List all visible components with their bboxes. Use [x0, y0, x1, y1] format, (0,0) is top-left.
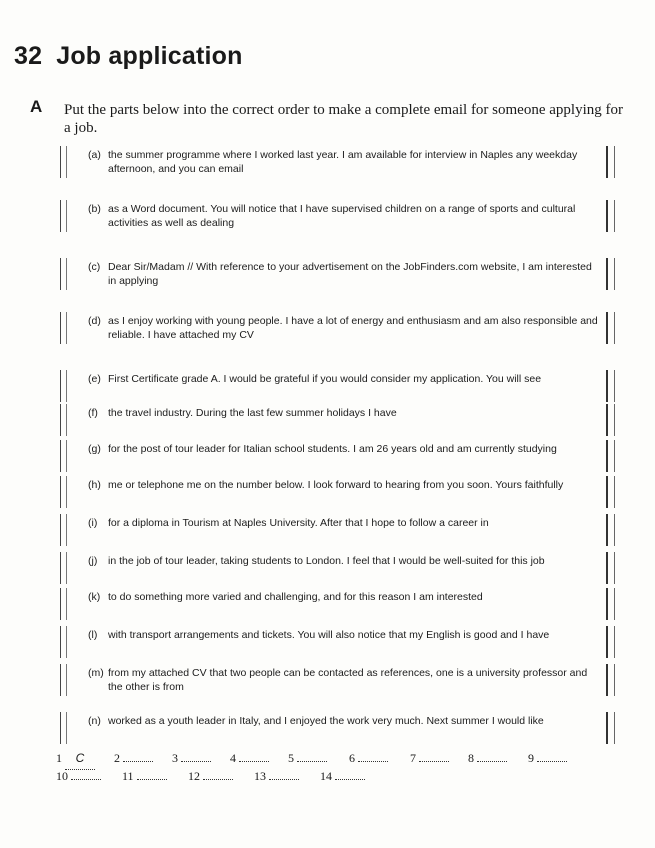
part-letter: (n)	[88, 715, 101, 727]
part-text: the summer programme where I worked last year. I am available for interview in Naples any weekday afternoon, and you can email	[108, 149, 578, 175]
part-letter: (l)	[88, 629, 98, 641]
answer-slot[interactable]	[56, 765, 101, 787]
unit-title	[14, 42, 243, 71]
margin-bar	[606, 404, 615, 436]
answer-blank[interactable]	[297, 761, 327, 762]
part-letter: (d)	[88, 315, 101, 327]
answer-number: 3	[172, 751, 178, 765]
answer-number: 8	[468, 751, 474, 765]
answer-slot[interactable]	[410, 747, 449, 769]
answer-slot[interactable]	[188, 765, 233, 787]
margin-bar	[60, 476, 67, 508]
margin-bar	[60, 514, 67, 546]
answer-number: 9	[528, 751, 534, 765]
answer-blank[interactable]	[477, 761, 507, 762]
margin-bar	[606, 664, 615, 696]
part-text: First Certificate grade A. I would be grateful if you would consider my application. You will see	[108, 373, 542, 385]
section-letter: A	[30, 97, 43, 116]
margin-bar	[606, 588, 615, 620]
answer-blank[interactable]	[419, 761, 449, 762]
margin-bar	[60, 258, 67, 290]
answer-number: 12	[188, 769, 200, 783]
answer-blank[interactable]	[358, 761, 388, 762]
part-letter: (h)	[88, 479, 101, 491]
part-letter: (g)	[88, 443, 101, 455]
answer-number: 10	[56, 769, 68, 783]
margin-bar	[60, 404, 67, 436]
answer-number: 1	[56, 751, 62, 765]
part-text: from my attached CV that two people can be contacted as references, one is a university professor and the other is from	[108, 667, 588, 693]
margin-bar	[606, 476, 615, 508]
part-text: for a diploma in Tourism at Naples University. After that I hope to follow a career in	[108, 517, 489, 529]
answer-slot[interactable]	[320, 765, 365, 787]
answer-slot[interactable]	[122, 765, 167, 787]
margin-bar	[606, 440, 615, 472]
answer-blank[interactable]	[239, 761, 269, 762]
answer-slot[interactable]	[254, 765, 299, 787]
answer-number: 7	[410, 751, 416, 765]
part-text: with transport arrangements and tickets. You will also notice that my English is good and I have	[108, 629, 550, 641]
answer-number: 2	[114, 751, 120, 765]
part-text: worked as a youth leader in Italy, and I enjoyed the work very much. Next summer I would like	[108, 715, 544, 727]
part-text: in the job of tour leader, taking students to London. I feel that I would be well-suited for this job	[108, 555, 545, 567]
unit-number: 32	[14, 42, 43, 70]
answer-blank[interactable]	[137, 779, 167, 780]
margin-bar	[60, 552, 67, 584]
unit-name: Job application	[56, 42, 243, 70]
margin-bar	[60, 712, 67, 744]
answer-blank[interactable]	[181, 761, 211, 762]
part-letter: (e)	[88, 373, 101, 385]
part-letter: (a)	[88, 149, 101, 161]
margin-bar	[60, 312, 67, 344]
part-text: for the post of tour leader for Italian school students. I am 26 years old and am currently studying	[108, 443, 557, 455]
margin-bar	[606, 626, 615, 658]
answer-slot[interactable]	[528, 747, 567, 769]
section-instruction: Put the parts below into the correct order to make a complete email for someone applying for a job.	[64, 102, 623, 136]
answer-number: 5	[288, 751, 294, 765]
answer-number: 4	[230, 751, 236, 765]
part-text: as I enjoy working with young people. I have a lot of energy and enthusiasm and am also responsible and reliable. I have attached my CV	[108, 315, 598, 341]
answer-blank[interactable]	[537, 761, 567, 762]
margin-bar	[60, 440, 67, 472]
margin-bar	[60, 200, 67, 232]
answer-number: 13	[254, 769, 266, 783]
part-text: Dear Sir/Madam // With reference to your advertisement on the JobFinders.com website, I am interested in applying	[108, 261, 592, 287]
margin-bar	[60, 626, 67, 658]
answer-blank[interactable]: C	[65, 747, 95, 770]
part-letter: (c)	[88, 261, 101, 273]
margin-bar	[60, 370, 67, 402]
margin-bar	[606, 146, 615, 178]
answer-number: 11	[122, 769, 134, 783]
part-letter: (i)	[88, 517, 98, 529]
answer-blank[interactable]	[71, 779, 101, 780]
answer-blank[interactable]	[203, 779, 233, 780]
part-text: to do something more varied and challenging, and for this reason I am interested	[108, 591, 483, 603]
margin-bar	[606, 514, 615, 546]
answer-number: 6	[349, 751, 355, 765]
margin-bar	[606, 370, 615, 402]
answer-blank[interactable]	[335, 779, 365, 780]
part-letter: (k)	[88, 591, 101, 603]
part-letter: (m)	[88, 667, 104, 679]
margin-bar	[606, 312, 615, 344]
answer-blank[interactable]	[123, 761, 153, 762]
margin-bar	[606, 552, 615, 584]
part-text: me or telephone me on the number below. I look forward to hearing from you soon. Yours faithfully	[108, 479, 564, 491]
part-letter: (j)	[88, 555, 98, 567]
margin-bar	[60, 146, 67, 178]
margin-bar	[606, 258, 615, 290]
part-letter: (b)	[88, 203, 101, 215]
answer-number: 14	[320, 769, 332, 783]
margin-bar	[60, 664, 67, 696]
answer-blank[interactable]	[269, 779, 299, 780]
part-text: as a Word document. You will notice that I have supervised children on a range of sports and cultural activities as well as dealing	[108, 203, 576, 229]
margin-bar	[606, 712, 615, 744]
margin-bar	[606, 200, 615, 232]
answer-slot[interactable]	[468, 747, 507, 769]
part-text: the travel industry. During the last few summer holidays I have	[108, 407, 397, 419]
margin-bar	[60, 588, 67, 620]
part-letter: (f)	[88, 407, 98, 419]
